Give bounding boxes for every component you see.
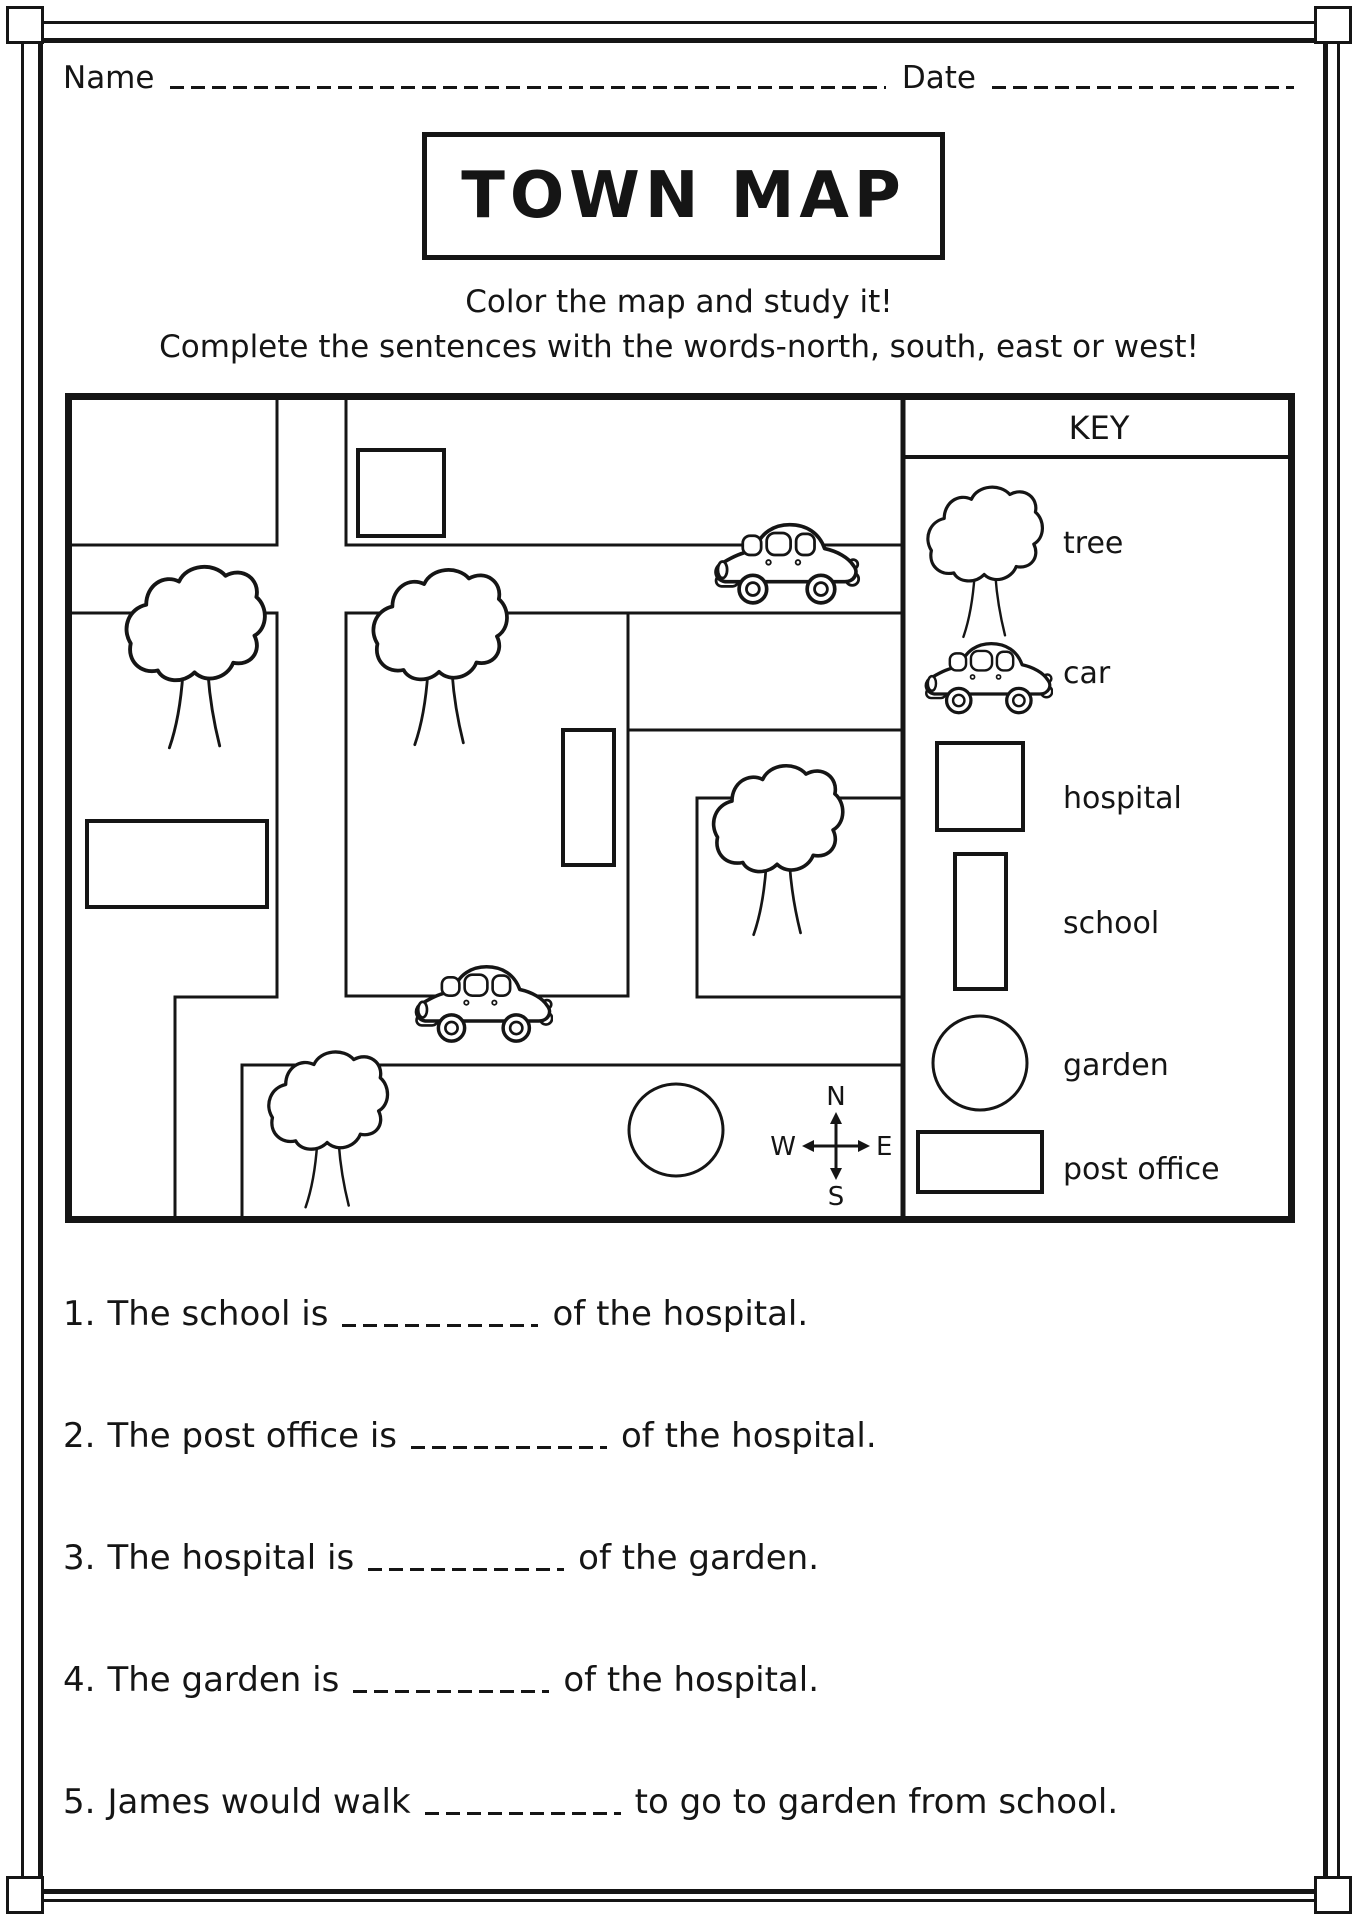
name-fill-line[interactable]: [170, 86, 885, 89]
question-number: 2.: [63, 1416, 96, 1456]
question-text-after: to go to garden from school.: [634, 1782, 1119, 1822]
question-blank[interactable]: [425, 1812, 621, 1815]
corner-tab-top-left: [6, 6, 44, 44]
map-key-panel: [903, 393, 1295, 1223]
compass-east-label: E: [876, 1132, 893, 1162]
question-text-after: of the hospital.: [563, 1660, 820, 1700]
date-fill-line[interactable]: [992, 86, 1294, 89]
corner-tab-bottom-left: [6, 1876, 44, 1914]
block-east-upper: [628, 613, 903, 730]
key-label-tree: tree: [1063, 526, 1124, 561]
question-text-before: The school is: [107, 1294, 329, 1334]
key-label-post-office: post office: [1063, 1152, 1220, 1187]
question-row: [63, 1294, 808, 1334]
school-building: [563, 730, 614, 865]
question-row: [63, 1416, 877, 1456]
question-text-before: The hospital is: [107, 1538, 355, 1578]
town-map-figure: [65, 393, 1295, 1227]
compass-south-label: S: [827, 1182, 845, 1212]
corner-tab-bottom-right: [1314, 1876, 1352, 1914]
date-label: Date: [901, 60, 976, 96]
question-row: [63, 1660, 819, 1700]
question-blank[interactable]: [411, 1446, 607, 1449]
compass-north-label: N: [826, 1082, 846, 1112]
question-text-before: James would walk: [107, 1782, 411, 1822]
name-label: Name: [63, 60, 155, 96]
question-number: 5.: [63, 1782, 96, 1822]
instruction-line-1: Color the map and study it!: [465, 284, 893, 320]
tree-icon: [928, 487, 1042, 637]
instructions: [40, 280, 1318, 370]
instruction-line-2: Complete the sentences with the words-north, south, east or west!: [159, 329, 1199, 365]
block-northwest: [65, 393, 277, 545]
key-label-garden: garden: [1063, 1048, 1169, 1083]
page-title: TOWN MAP: [461, 159, 906, 233]
name-date-row: [63, 60, 1294, 96]
question-text-after: of the hospital.: [552, 1294, 809, 1334]
corner-tab-top-right: [1314, 6, 1352, 44]
key-label-hospital: hospital: [1063, 781, 1182, 816]
title-box: [422, 132, 945, 260]
car-icon: [926, 644, 1052, 713]
question-text-before: The garden is: [107, 1660, 340, 1700]
question-number: 4.: [63, 1660, 96, 1700]
question-blank[interactable]: [353, 1690, 549, 1693]
question-blank[interactable]: [342, 1324, 538, 1327]
question-text-after: of the hospital.: [620, 1416, 877, 1456]
garden-icon: [933, 1016, 1027, 1110]
hospital-building: [358, 450, 444, 536]
question-row: [63, 1538, 819, 1578]
post-office-building: [87, 821, 267, 907]
garden-circle: [629, 1084, 723, 1176]
key-title: KEY: [1068, 409, 1130, 447]
question-row: [63, 1782, 1118, 1822]
compass-west-label: W: [770, 1132, 796, 1162]
question-blank[interactable]: [368, 1568, 564, 1571]
hospital-icon: [937, 743, 1023, 830]
question-text-before: The post office is: [107, 1416, 397, 1456]
school-icon: [955, 854, 1006, 989]
town-map-svg: [65, 393, 1295, 1223]
post-office-icon: [918, 1132, 1042, 1192]
question-number: 1.: [63, 1294, 96, 1334]
question-number: 3.: [63, 1538, 96, 1578]
key-label-car: car: [1063, 656, 1111, 691]
question-text-after: of the garden.: [578, 1538, 820, 1578]
key-label-school: school: [1063, 906, 1160, 941]
